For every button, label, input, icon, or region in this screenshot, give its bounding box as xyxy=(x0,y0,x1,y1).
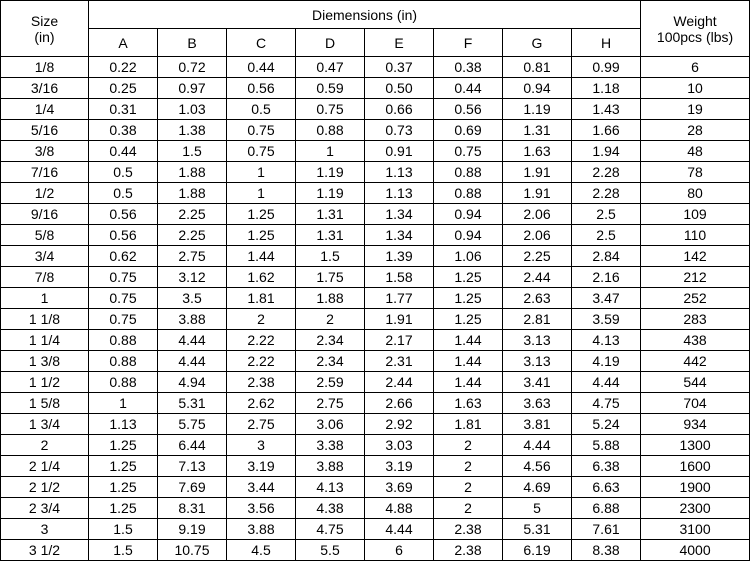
weight-header: Weight 100pcs (lbs) xyxy=(641,1,750,57)
dimension-cell: 1.25 xyxy=(89,498,158,519)
size-cell: 7/16 xyxy=(1,162,89,183)
dimension-cell: 1.31 xyxy=(296,225,365,246)
size-cell: 3/4 xyxy=(1,246,89,267)
dimension-cell: 2 xyxy=(227,309,296,330)
dimension-cell: 5 xyxy=(503,498,572,519)
dimension-cell: 4.44 xyxy=(158,351,227,372)
dimension-cell: 0.99 xyxy=(572,57,641,78)
dimension-cell: 3.88 xyxy=(227,519,296,540)
weight-cell: 10 xyxy=(641,78,750,99)
dimension-cell: 0.37 xyxy=(365,57,434,78)
dimension-cell: 2 xyxy=(434,477,503,498)
table-row xyxy=(1,267,750,288)
dimension-cell: 0.94 xyxy=(503,78,572,99)
dimension-cell: 0.69 xyxy=(434,120,503,141)
dimension-cell: 2.81 xyxy=(503,309,572,330)
dimension-cell: 0.5 xyxy=(89,183,158,204)
dimension-cell: 1.13 xyxy=(365,162,434,183)
dimension-cell: 0.75 xyxy=(227,120,296,141)
dimension-cell: 1.91 xyxy=(503,183,572,204)
dimension-cell: 0.25 xyxy=(89,78,158,99)
dimension-cell: 0.88 xyxy=(296,120,365,141)
dimension-cell: 3.38 xyxy=(296,435,365,456)
table-row xyxy=(1,372,750,393)
dimension-cell: 2.34 xyxy=(296,351,365,372)
dimension-cell: 6.88 xyxy=(572,498,641,519)
dimension-cell: 1 xyxy=(296,141,365,162)
dimension-cell: 2.84 xyxy=(572,246,641,267)
dimension-cell: 7.61 xyxy=(572,519,641,540)
dimension-cell: 1.25 xyxy=(434,267,503,288)
dimension-cell: 4.44 xyxy=(503,435,572,456)
dimension-cell: 1.25 xyxy=(89,435,158,456)
dimension-cell: 9.19 xyxy=(158,519,227,540)
weight-cell: 78 xyxy=(641,162,750,183)
dimension-cell: 2.5 xyxy=(572,225,641,246)
dimension-cell: 2.44 xyxy=(503,267,572,288)
dimension-cell: 3.69 xyxy=(365,477,434,498)
size-cell: 1 3/8 xyxy=(1,351,89,372)
dimension-cell: 0.97 xyxy=(158,78,227,99)
dimension-cell: 0.50 xyxy=(365,78,434,99)
weight-cell: 544 xyxy=(641,372,750,393)
table-row xyxy=(1,183,750,204)
column-header: A xyxy=(89,29,158,57)
dimension-cell: 1.91 xyxy=(365,309,434,330)
dimension-cell: 1.19 xyxy=(296,162,365,183)
dimension-cell: 1.25 xyxy=(89,456,158,477)
dimension-cell: 0.75 xyxy=(89,309,158,330)
dimension-cell: 1.88 xyxy=(158,162,227,183)
dimension-cell: 2.44 xyxy=(365,372,434,393)
weight-cell: 1300 xyxy=(641,435,750,456)
size-cell: 5/16 xyxy=(1,120,89,141)
weight-cell: 442 xyxy=(641,351,750,372)
dimension-cell: 4.13 xyxy=(572,330,641,351)
size-cell: 3/8 xyxy=(1,141,89,162)
dimension-cell: 3.13 xyxy=(503,351,572,372)
dimension-cell: 1 xyxy=(227,162,296,183)
dimension-cell: 1.38 xyxy=(158,120,227,141)
table-row xyxy=(1,351,750,372)
dimension-cell: 0.56 xyxy=(89,204,158,225)
dimension-cell: 0.5 xyxy=(89,162,158,183)
dimension-cell: 0.59 xyxy=(296,78,365,99)
dimension-cell: 0.72 xyxy=(158,57,227,78)
dimension-cell: 1.94 xyxy=(572,141,641,162)
weight-cell: 1900 xyxy=(641,477,750,498)
dimension-cell: 0.75 xyxy=(434,141,503,162)
dimension-cell: 4.19 xyxy=(572,351,641,372)
dimension-cell: 0.88 xyxy=(89,372,158,393)
dimension-cell: 2.25 xyxy=(158,225,227,246)
dimension-cell: 4.94 xyxy=(158,372,227,393)
weight-cell: 704 xyxy=(641,393,750,414)
dimension-cell: 6.38 xyxy=(572,456,641,477)
dimension-cell: 2.38 xyxy=(227,372,296,393)
dimension-cell: 0.75 xyxy=(89,267,158,288)
dimension-cell: 3.88 xyxy=(296,456,365,477)
dimension-cell: 2.28 xyxy=(572,183,641,204)
size-cell: 3/16 xyxy=(1,78,89,99)
dimension-cell: 4.38 xyxy=(296,498,365,519)
dimension-cell: 1.25 xyxy=(434,309,503,330)
table-row xyxy=(1,456,750,477)
column-header: B xyxy=(158,29,227,57)
dimension-cell: 3.19 xyxy=(365,456,434,477)
dimension-cell: 0.56 xyxy=(89,225,158,246)
dimension-cell: 3.13 xyxy=(503,330,572,351)
dimension-cell: 3.41 xyxy=(503,372,572,393)
dimension-cell: 2.5 xyxy=(572,204,641,225)
table-row xyxy=(1,246,750,267)
dimension-cell: 4.44 xyxy=(572,372,641,393)
dimension-cell: 2.75 xyxy=(227,414,296,435)
dimension-cell: 8.31 xyxy=(158,498,227,519)
dimension-cell: 5.24 xyxy=(572,414,641,435)
weight-cell: 1600 xyxy=(641,456,750,477)
dimension-cell: 0.73 xyxy=(365,120,434,141)
dimension-cell: 3.03 xyxy=(365,435,434,456)
dimension-cell: 0.38 xyxy=(89,120,158,141)
dimension-cell: 3.44 xyxy=(227,477,296,498)
dimension-cell: 1.03 xyxy=(158,99,227,120)
size-cell: 5/8 xyxy=(1,225,89,246)
size-cell: 2 xyxy=(1,435,89,456)
size-cell: 7/8 xyxy=(1,267,89,288)
weight-cell: 109 xyxy=(641,204,750,225)
table-row xyxy=(1,540,750,561)
dimension-cell: 6 xyxy=(365,540,434,561)
dimension-cell: 1.43 xyxy=(572,99,641,120)
dimension-cell: 4.13 xyxy=(296,477,365,498)
size-cell: 1 1/4 xyxy=(1,330,89,351)
dimension-cell: 4.75 xyxy=(296,519,365,540)
table-row xyxy=(1,141,750,162)
dimension-cell: 6.63 xyxy=(572,477,641,498)
dimension-cell: 0.81 xyxy=(503,57,572,78)
dimension-cell: 0.44 xyxy=(227,57,296,78)
table-body xyxy=(1,57,750,561)
dimension-cell: 1.19 xyxy=(296,183,365,204)
dimension-cell: 4.44 xyxy=(365,519,434,540)
dimension-cell: 3.19 xyxy=(227,456,296,477)
table-row xyxy=(1,498,750,519)
dimension-cell: 1.25 xyxy=(89,477,158,498)
dimensions-header: Diemensions (in) xyxy=(89,1,641,29)
dimension-cell: 2.75 xyxy=(296,393,365,414)
weight-cell: 438 xyxy=(641,330,750,351)
dimension-cell: 2.62 xyxy=(227,393,296,414)
dimension-cell: 2.59 xyxy=(296,372,365,393)
dimension-cell: 0.22 xyxy=(89,57,158,78)
size-cell: 1 3/4 xyxy=(1,414,89,435)
dimension-cell: 10.75 xyxy=(158,540,227,561)
dimension-cell: 2.34 xyxy=(296,330,365,351)
dimension-cell: 4.5 xyxy=(227,540,296,561)
dimension-cell: 1.44 xyxy=(434,372,503,393)
dimension-cell: 7.13 xyxy=(158,456,227,477)
dimension-cell: 2.92 xyxy=(365,414,434,435)
weight-cell: 110 xyxy=(641,225,750,246)
table-row xyxy=(1,393,750,414)
table-row xyxy=(1,162,750,183)
dimension-cell: 5.5 xyxy=(296,540,365,561)
table-row xyxy=(1,435,750,456)
table-row xyxy=(1,204,750,225)
dimension-cell: 4.56 xyxy=(503,456,572,477)
dimension-cell: 3.5 xyxy=(158,288,227,309)
dimension-cell: 1.5 xyxy=(296,246,365,267)
column-header: C xyxy=(227,29,296,57)
dimension-cell: 0.94 xyxy=(434,204,503,225)
dimension-cell: 1.66 xyxy=(572,120,641,141)
dimension-cell: 2.66 xyxy=(365,393,434,414)
size-header: Size (in) xyxy=(1,1,89,57)
dimension-cell: 2.63 xyxy=(503,288,572,309)
dimension-cell: 1 xyxy=(89,393,158,414)
table-row xyxy=(1,78,750,99)
dimension-cell: 1.77 xyxy=(365,288,434,309)
size-cell: 1/4 xyxy=(1,99,89,120)
dimension-cell: 2.28 xyxy=(572,162,641,183)
dimension-cell: 3 xyxy=(227,435,296,456)
dimension-cell: 7.69 xyxy=(158,477,227,498)
dimension-cell: 2.06 xyxy=(503,225,572,246)
size-cell: 2 1/2 xyxy=(1,477,89,498)
dimension-cell: 0.75 xyxy=(89,288,158,309)
dimension-cell: 1.63 xyxy=(434,393,503,414)
dimension-cell: 1.88 xyxy=(296,288,365,309)
dimension-cell: 0.31 xyxy=(89,99,158,120)
dimension-cell: 0.88 xyxy=(434,183,503,204)
column-header: G xyxy=(503,29,572,57)
dimension-cell: 0.88 xyxy=(89,330,158,351)
dimension-cell: 2 xyxy=(434,456,503,477)
dimension-cell: 0.44 xyxy=(89,141,158,162)
weight-cell: 2300 xyxy=(641,498,750,519)
weight-cell: 212 xyxy=(641,267,750,288)
dimension-cell: 1.25 xyxy=(227,225,296,246)
table-row xyxy=(1,330,750,351)
dimension-cell: 1.34 xyxy=(365,204,434,225)
dimension-cell: 1.25 xyxy=(227,204,296,225)
dimension-cell: 2.16 xyxy=(572,267,641,288)
dimension-cell: 0.5 xyxy=(227,99,296,120)
table-row xyxy=(1,99,750,120)
dimension-cell: 0.88 xyxy=(434,162,503,183)
table-row xyxy=(1,225,750,246)
dimension-cell: 1.39 xyxy=(365,246,434,267)
dimension-cell: 0.62 xyxy=(89,246,158,267)
table-row xyxy=(1,477,750,498)
dimension-cell: 3.06 xyxy=(296,414,365,435)
dimension-cell: 0.75 xyxy=(227,141,296,162)
dimension-cell: 1.06 xyxy=(434,246,503,267)
dimension-cell: 1.34 xyxy=(365,225,434,246)
dimension-cell: 1.75 xyxy=(296,267,365,288)
dimension-cell: 1.18 xyxy=(572,78,641,99)
size-cell: 1/2 xyxy=(1,183,89,204)
dimension-cell: 1.13 xyxy=(89,414,158,435)
dimension-cell: 3.59 xyxy=(572,309,641,330)
dimension-cell: 1.19 xyxy=(503,99,572,120)
dimension-cell: 2.38 xyxy=(434,519,503,540)
weight-cell: 283 xyxy=(641,309,750,330)
dimension-cell: 1.63 xyxy=(503,141,572,162)
dimension-cell: 1.31 xyxy=(503,120,572,141)
table-row xyxy=(1,414,750,435)
dimension-cell: 3.88 xyxy=(158,309,227,330)
weight-cell: 19 xyxy=(641,99,750,120)
dimension-cell: 4.69 xyxy=(503,477,572,498)
dimension-cell: 0.47 xyxy=(296,57,365,78)
dimension-cell: 5.31 xyxy=(503,519,572,540)
dimension-cell: 0.91 xyxy=(365,141,434,162)
column-header: E xyxy=(365,29,434,57)
table-row xyxy=(1,57,750,78)
dimension-cell: 3.63 xyxy=(503,393,572,414)
weight-cell: 142 xyxy=(641,246,750,267)
dimension-cell: 5.31 xyxy=(158,393,227,414)
dimension-cell: 6.44 xyxy=(158,435,227,456)
dimension-cell: 2.25 xyxy=(503,246,572,267)
weight-cell: 48 xyxy=(641,141,750,162)
weight-cell: 80 xyxy=(641,183,750,204)
dimension-cell: 2.22 xyxy=(227,330,296,351)
size-cell: 1/8 xyxy=(1,57,89,78)
dimension-cell: 1.5 xyxy=(158,141,227,162)
size-cell: 1 1/2 xyxy=(1,372,89,393)
dimension-cell: 2 xyxy=(296,309,365,330)
dimension-cell: 0.94 xyxy=(434,225,503,246)
weight-cell: 252 xyxy=(641,288,750,309)
dimension-cell: 2.17 xyxy=(365,330,434,351)
dimension-cell: 2.75 xyxy=(158,246,227,267)
column-header: D xyxy=(296,29,365,57)
size-cell: 3 xyxy=(1,519,89,540)
dimension-cell: 2 xyxy=(434,435,503,456)
size-cell: 2 3/4 xyxy=(1,498,89,519)
table-row xyxy=(1,309,750,330)
dimension-cell: 0.88 xyxy=(89,351,158,372)
dimension-cell: 4.88 xyxy=(365,498,434,519)
dimension-cell: 6.19 xyxy=(503,540,572,561)
size-cell: 1 xyxy=(1,288,89,309)
dimension-cell: 3.47 xyxy=(572,288,641,309)
dimension-cell: 4.75 xyxy=(572,393,641,414)
dimension-cell: 1.44 xyxy=(227,246,296,267)
dimension-cell: 1.58 xyxy=(365,267,434,288)
dimension-cell: 2.22 xyxy=(227,351,296,372)
table-row xyxy=(1,288,750,309)
dimension-cell: 1.25 xyxy=(434,288,503,309)
table-row xyxy=(1,120,750,141)
dimension-cell: 5.88 xyxy=(572,435,641,456)
size-cell: 1 1/8 xyxy=(1,309,89,330)
dimension-cell: 2.06 xyxy=(503,204,572,225)
size-cell: 9/16 xyxy=(1,204,89,225)
dimension-cell: 0.44 xyxy=(434,78,503,99)
dimension-cell: 3.12 xyxy=(158,267,227,288)
dimension-cell: 1.81 xyxy=(434,414,503,435)
dimension-cell: 0.38 xyxy=(434,57,503,78)
dimension-cell: 1 xyxy=(227,183,296,204)
dimension-cell: 4.44 xyxy=(158,330,227,351)
dimension-cell: 1.5 xyxy=(89,519,158,540)
dimension-cell: 0.56 xyxy=(434,99,503,120)
weight-cell: 4000 xyxy=(641,540,750,561)
dimension-cell: 1.31 xyxy=(296,204,365,225)
dimension-cell: 3.56 xyxy=(227,498,296,519)
dimension-cell: 2 xyxy=(434,498,503,519)
dimension-cell: 8.38 xyxy=(572,540,641,561)
dimension-cell: 1.5 xyxy=(89,540,158,561)
table-row xyxy=(1,519,750,540)
dimension-cell: 3.81 xyxy=(503,414,572,435)
column-header: F xyxy=(434,29,503,57)
column-header: H xyxy=(572,29,641,57)
size-cell: 2 1/4 xyxy=(1,456,89,477)
dimension-cell: 1.88 xyxy=(158,183,227,204)
dimension-cell: 1.44 xyxy=(434,351,503,372)
size-cell: 1 5/8 xyxy=(1,393,89,414)
dimension-cell: 0.56 xyxy=(227,78,296,99)
size-cell: 3 1/2 xyxy=(1,540,89,561)
dimension-cell: 2.25 xyxy=(158,204,227,225)
dimension-cell: 5.75 xyxy=(158,414,227,435)
weight-cell: 934 xyxy=(641,414,750,435)
dimension-cell: 1.81 xyxy=(227,288,296,309)
dimension-cell: 1.62 xyxy=(227,267,296,288)
weight-cell: 6 xyxy=(641,57,750,78)
dimension-cell: 2.38 xyxy=(434,540,503,561)
weight-cell: 28 xyxy=(641,120,750,141)
dimension-cell: 2.31 xyxy=(365,351,434,372)
dimension-cell: 0.66 xyxy=(365,99,434,120)
dimension-cell: 0.75 xyxy=(296,99,365,120)
dimension-cell: 1.91 xyxy=(503,162,572,183)
dimension-cell: 1.13 xyxy=(365,183,434,204)
dimension-cell: 1.44 xyxy=(434,330,503,351)
weight-cell: 3100 xyxy=(641,519,750,540)
